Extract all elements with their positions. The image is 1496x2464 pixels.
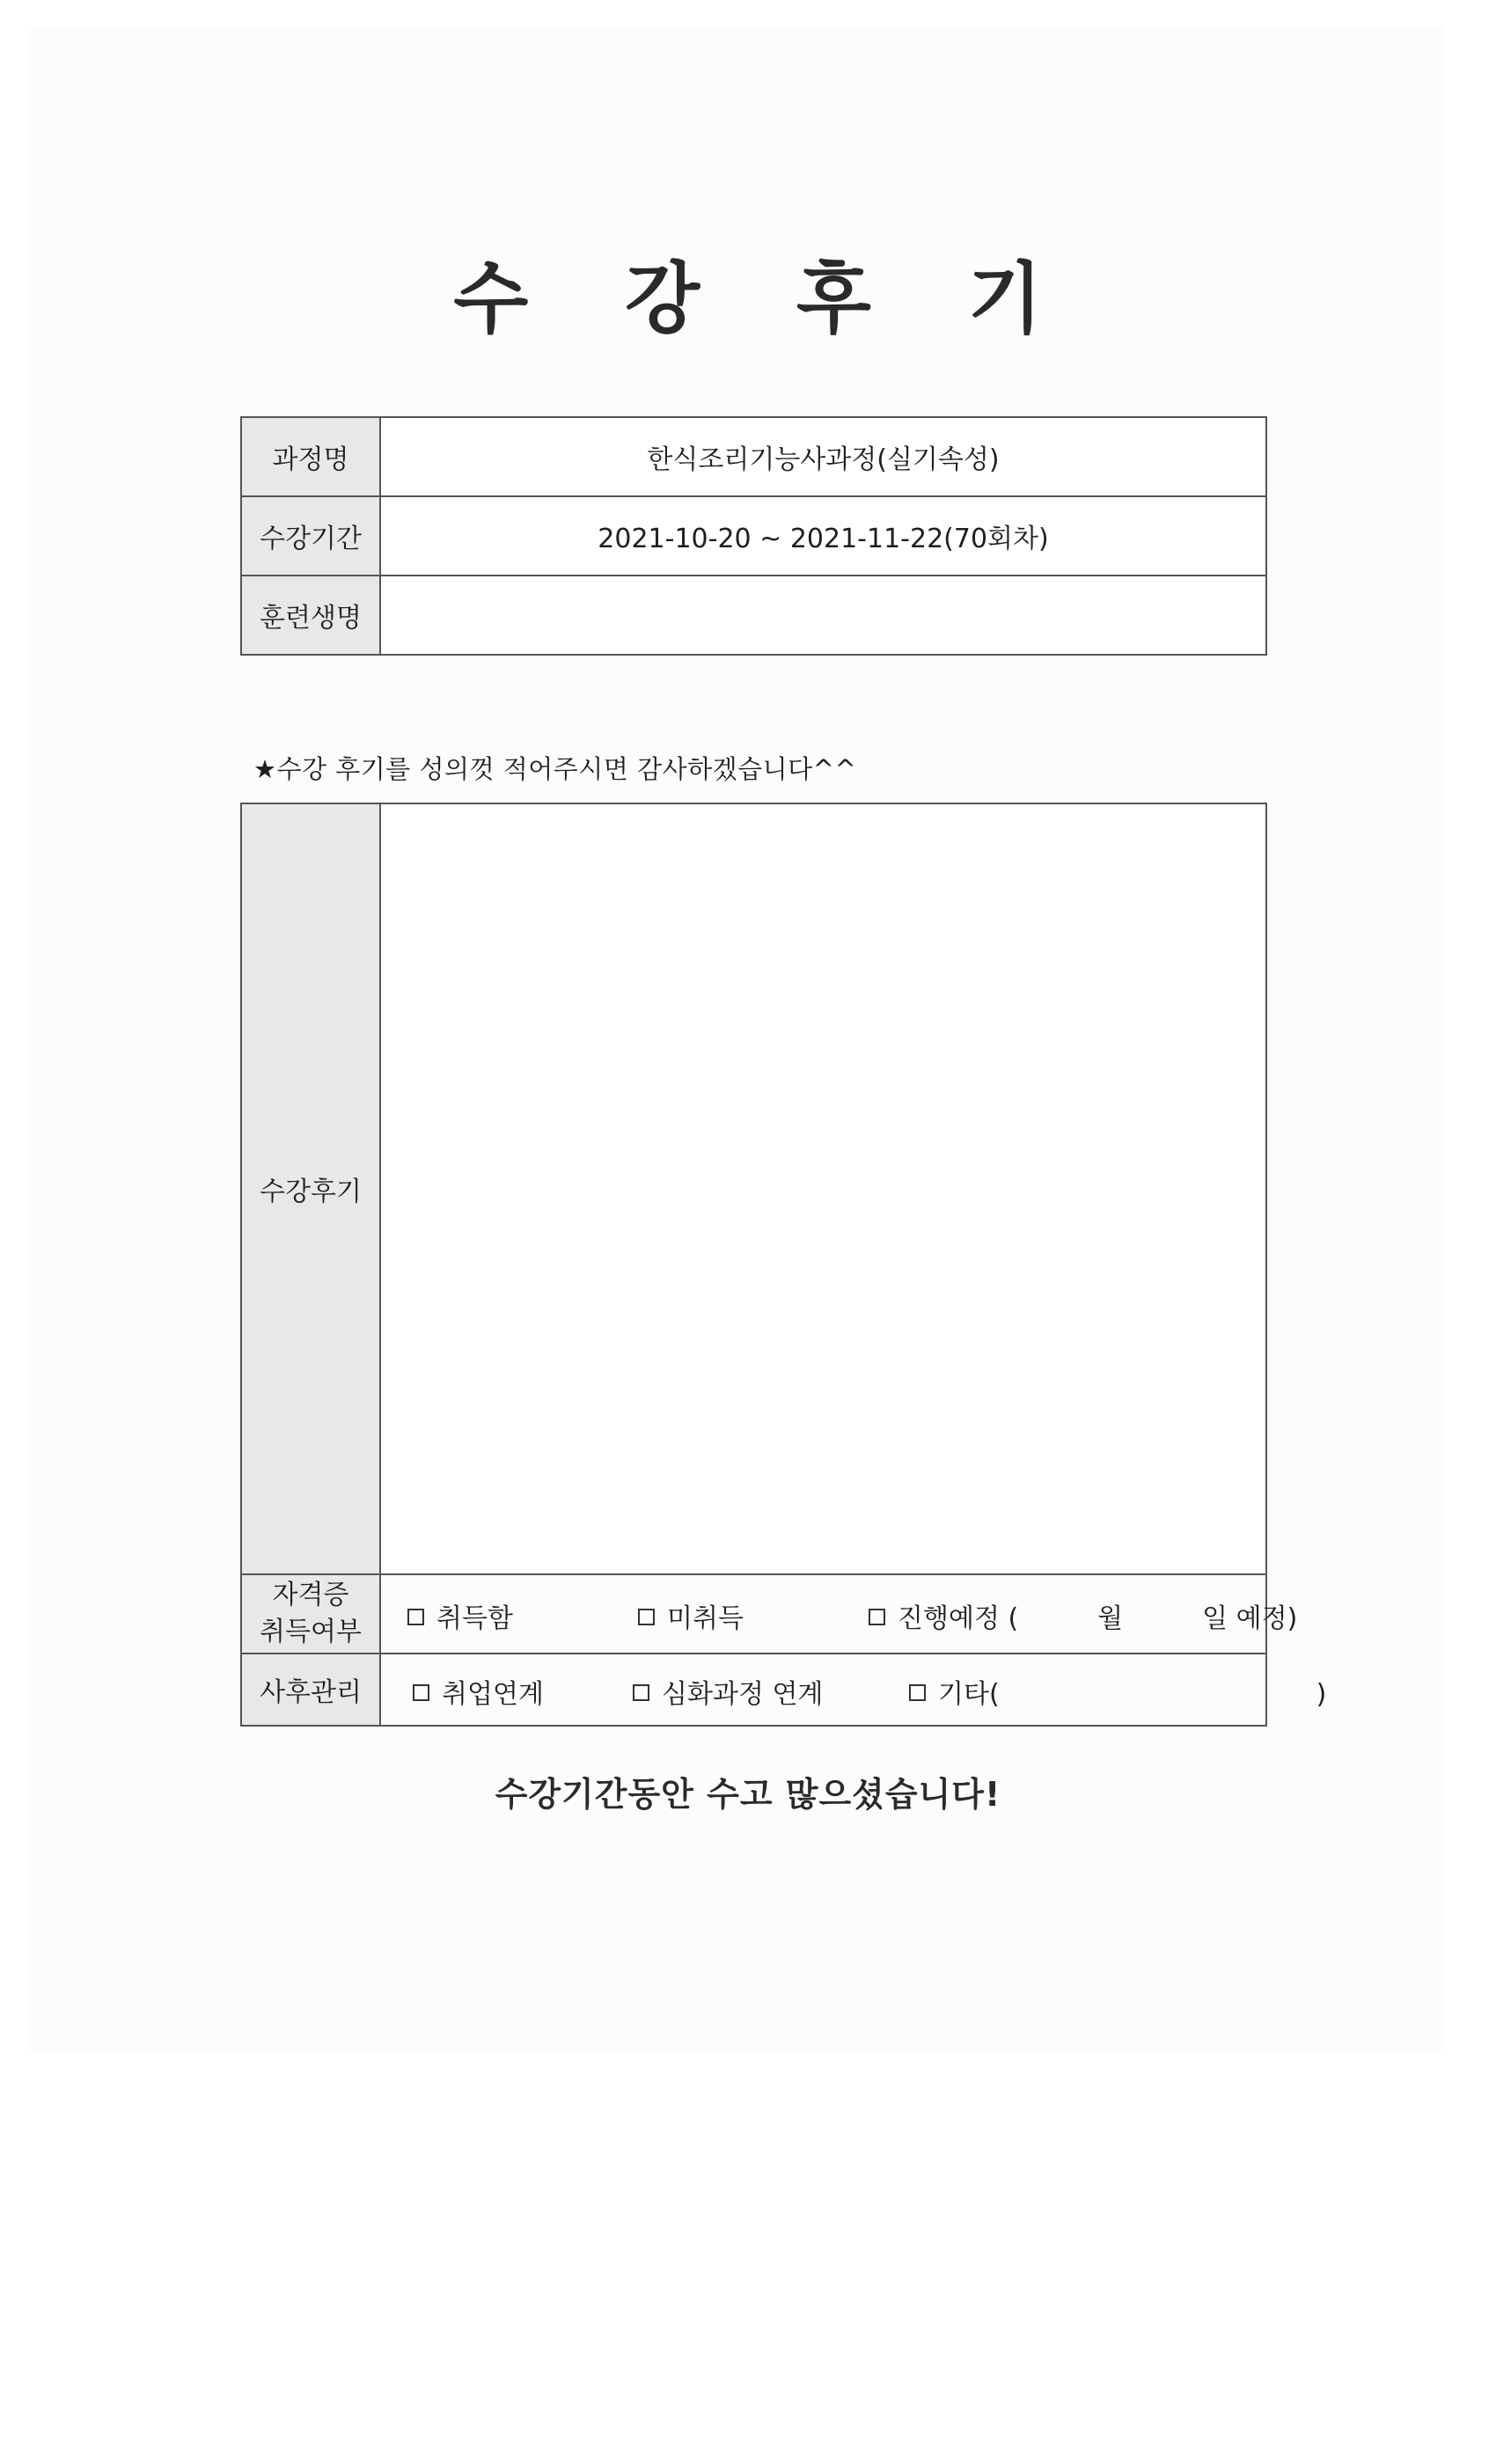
document-title: 수 강 후 기 [453, 253, 1078, 344]
aftercare-option-advanced-course-label: 심화과정 연계 [662, 1679, 824, 1710]
certificate-label [241, 1574, 380, 1654]
review-label: 수강후기 [241, 803, 380, 1574]
checkbox-icon [413, 1684, 429, 1701]
certificate-option-not-obtained[interactable] [638, 1596, 744, 1635]
trainee-name-label: 훈련생명 [241, 576, 380, 655]
aftercare-option-other[interactable] [909, 1672, 1326, 1711]
certificate-options [380, 1574, 1298, 1654]
course-period-value: 2021-10-20 ~ 2021-11-22(70회차) [380, 496, 1266, 576]
certificate-label-line1: 자격증 [272, 1580, 349, 1610]
review-table [240, 803, 1327, 1727]
certificate-option-scheduled-label: 진행예정 ( 월 일 예정) [898, 1603, 1298, 1634]
course-name-label: 과정명 [241, 417, 380, 496]
aftercare-options [380, 1654, 1327, 1726]
checkbox-icon [909, 1684, 926, 1701]
certificate-option-scheduled[interactable] [869, 1596, 1297, 1635]
aftercare-row [241, 1654, 1266, 1726]
certificate-option-obtained[interactable] [407, 1596, 513, 1635]
checkbox-icon [869, 1609, 885, 1625]
aftercare-option-employment-label: 취업연계 [442, 1679, 544, 1710]
closing-message: 수강기간동안 수고 많으셨습니다! [495, 1775, 1001, 1814]
checkbox-icon [633, 1684, 649, 1701]
checkbox-icon [407, 1609, 424, 1625]
course-period-label: 수강기간 [241, 496, 380, 576]
review-notice: ★수강 후기를 성의껏 적어주시면 감사하겠습니다^^ [253, 754, 857, 784]
trainee-name-field[interactable] [380, 576, 1266, 655]
course-name-row [241, 417, 1266, 496]
aftercare-label: 사후관리 [241, 1654, 380, 1726]
checkbox-icon [638, 1609, 655, 1625]
course-name-value: 한식조리기능사과정(실기속성) [380, 417, 1266, 496]
trainee-name-row [241, 576, 1266, 655]
certificate-row [241, 1574, 1266, 1654]
review-row [241, 803, 1266, 1574]
course-period-row [241, 496, 1266, 576]
aftercare-option-advanced-course[interactable] [633, 1672, 823, 1711]
certificate-option-obtained-label: 취득함 [436, 1603, 513, 1634]
certificate-label-line2: 취득여부 [260, 1617, 362, 1647]
certificate-option-not-obtained-label: 미취득 [667, 1603, 744, 1634]
course-info-table [240, 416, 1267, 656]
aftercare-option-employment[interactable] [413, 1672, 544, 1711]
aftercare-option-other-label: 기타( ) [938, 1679, 1327, 1710]
review-text-area[interactable] [380, 803, 1266, 1574]
